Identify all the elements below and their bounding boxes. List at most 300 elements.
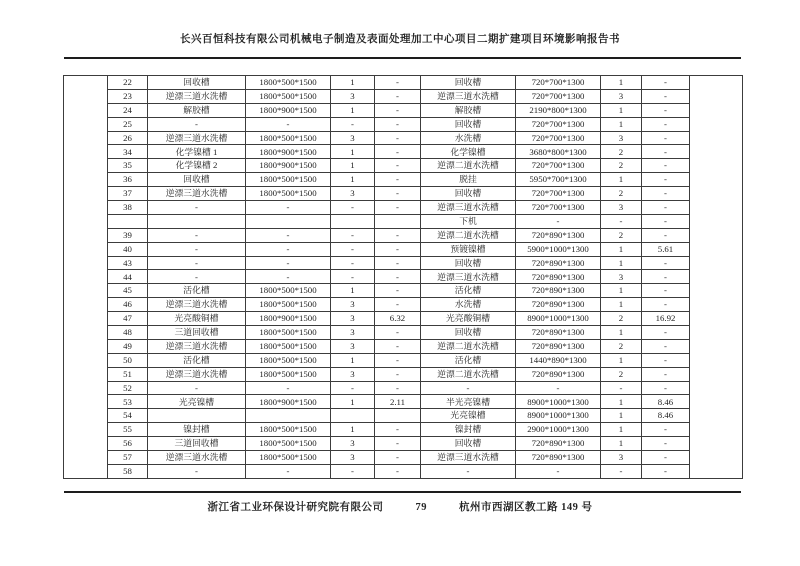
table-cell: 2900*1000*1300 bbox=[516, 423, 601, 437]
table-cell: 1800*500*1500 bbox=[246, 284, 331, 298]
table-cell: 回收槽 bbox=[421, 117, 516, 131]
table-cell: - bbox=[642, 228, 690, 242]
table-cell: 1 bbox=[601, 409, 642, 423]
table-cell: 回收槽 bbox=[421, 76, 516, 90]
table-cell: 1800*500*1500 bbox=[246, 76, 331, 90]
table-cell: - bbox=[331, 464, 375, 478]
table-cell: 1800*500*1500 bbox=[246, 89, 331, 103]
table-cell: 38 bbox=[108, 201, 148, 215]
table-cell: - bbox=[148, 228, 246, 242]
table-cell: 26 bbox=[108, 131, 148, 145]
table-cell: - bbox=[246, 228, 331, 242]
table-cell: - bbox=[331, 117, 375, 131]
table-row bbox=[64, 228, 743, 242]
table-cell: 1 bbox=[601, 117, 642, 131]
table-cell: 逆漂三道水洗槽 bbox=[148, 298, 246, 312]
table-cell: 逆漂三道水洗槽 bbox=[148, 131, 246, 145]
table-row bbox=[64, 326, 743, 340]
page-footer bbox=[0, 499, 800, 514]
table-cell: 720*700*1300 bbox=[516, 201, 601, 215]
table-cell: 1 bbox=[601, 256, 642, 270]
table-row bbox=[64, 381, 743, 395]
table-row bbox=[64, 464, 743, 478]
table-cell: 54 bbox=[108, 409, 148, 423]
table-cell: 逆漂三道水洗槽 bbox=[148, 451, 246, 465]
table-cell: 53 bbox=[108, 395, 148, 409]
table-cell: - bbox=[375, 326, 421, 340]
table-cell: - bbox=[642, 145, 690, 159]
table-cell: 1 bbox=[331, 103, 375, 117]
table-cell: 8.46 bbox=[642, 395, 690, 409]
table-row bbox=[64, 409, 743, 423]
table-cell: 水洗槽 bbox=[421, 131, 516, 145]
table-row bbox=[64, 159, 743, 173]
table-row bbox=[64, 76, 743, 90]
table-cell: 720*700*1300 bbox=[516, 131, 601, 145]
table-cell: 活化槽 bbox=[148, 284, 246, 298]
table-cell: - bbox=[331, 201, 375, 215]
table-cell: - bbox=[246, 242, 331, 256]
table-cell: 1 bbox=[601, 242, 642, 256]
table-cell: 3 bbox=[331, 326, 375, 340]
table-cell: - bbox=[642, 173, 690, 187]
table-row bbox=[64, 339, 743, 353]
table-cell: 1800*900*1500 bbox=[246, 395, 331, 409]
table-cell: 逆漂三道水洗槽 bbox=[148, 367, 246, 381]
table-row bbox=[64, 367, 743, 381]
table-cell: 720*700*1300 bbox=[516, 89, 601, 103]
table-cell: - bbox=[642, 437, 690, 451]
table-cell: - bbox=[246, 256, 331, 270]
table-cell: - bbox=[642, 187, 690, 201]
table-cell: 逆漂三道水洗槽 bbox=[421, 451, 516, 465]
table-cell: 1800*500*1500 bbox=[246, 326, 331, 340]
table-cell: 5.61 bbox=[642, 242, 690, 256]
table-cell: 8900*1000*1300 bbox=[516, 312, 601, 326]
table-cell: 5950*700*1300 bbox=[516, 173, 601, 187]
table-cell: 3 bbox=[331, 131, 375, 145]
table-cell: 3 bbox=[331, 298, 375, 312]
table-cell: 1 bbox=[601, 437, 642, 451]
table-cell: 3 bbox=[331, 187, 375, 201]
table-row bbox=[64, 117, 743, 131]
table-cell: - bbox=[375, 145, 421, 159]
table-cell: - bbox=[642, 270, 690, 284]
table-cell: - bbox=[331, 242, 375, 256]
table-cell: 逆漂三道水洗槽 bbox=[148, 187, 246, 201]
table-cell: 57 bbox=[108, 451, 148, 465]
table-cell: 脱挂 bbox=[421, 173, 516, 187]
table-cell: 逆漂三道水洗槽 bbox=[148, 339, 246, 353]
table-cell: 1800*900*1500 bbox=[246, 145, 331, 159]
table-cell: - bbox=[642, 339, 690, 353]
table-cell: 1800*500*1500 bbox=[246, 131, 331, 145]
table-cell: 40 bbox=[108, 242, 148, 256]
right-margin-cell bbox=[690, 76, 743, 479]
table-row bbox=[64, 298, 743, 312]
table-cell: - bbox=[642, 451, 690, 465]
table-cell: - bbox=[375, 89, 421, 103]
table-cell: 2 bbox=[601, 159, 642, 173]
table-cell: - bbox=[375, 367, 421, 381]
table-cell: 1 bbox=[601, 395, 642, 409]
table-cell: - bbox=[642, 353, 690, 367]
table-row bbox=[64, 284, 743, 298]
table-cell: - bbox=[642, 381, 690, 395]
table-cell: - bbox=[642, 201, 690, 215]
table-cell: - bbox=[642, 159, 690, 173]
table-cell: - bbox=[331, 381, 375, 395]
table-cell: 720*890*1300 bbox=[516, 339, 601, 353]
table-cell: 39 bbox=[108, 228, 148, 242]
table-cell: 3 bbox=[601, 270, 642, 284]
table-cell: - bbox=[642, 326, 690, 340]
table-cell: - bbox=[375, 159, 421, 173]
table-cell: 2 bbox=[601, 145, 642, 159]
table-cell: 回收槽 bbox=[421, 187, 516, 201]
table-cell: 1 bbox=[331, 395, 375, 409]
table-cell: - bbox=[375, 381, 421, 395]
table-cell: 3 bbox=[331, 312, 375, 326]
table-cell: 8900*1000*1300 bbox=[516, 409, 601, 423]
table-cell: - bbox=[375, 464, 421, 478]
table-cell: - bbox=[375, 437, 421, 451]
table-cell: 56 bbox=[108, 437, 148, 451]
table-cell: - bbox=[246, 117, 331, 131]
header-rule bbox=[64, 57, 741, 59]
table-row bbox=[64, 437, 743, 451]
table-cell: 回收槽 bbox=[421, 437, 516, 451]
table-cell: 1 bbox=[331, 423, 375, 437]
footer-address: 杭州市西湖区教工路 149 号 bbox=[459, 502, 593, 513]
table-cell: 1800*500*1500 bbox=[246, 298, 331, 312]
table-cell: 1 bbox=[331, 353, 375, 367]
table-cell bbox=[331, 409, 375, 423]
table-cell: - bbox=[375, 173, 421, 187]
table-cell: 47 bbox=[108, 312, 148, 326]
table-cell bbox=[375, 409, 421, 423]
table-row bbox=[64, 103, 743, 117]
table-cell: 镍封槽 bbox=[421, 423, 516, 437]
table-cell: 1800*500*1500 bbox=[246, 451, 331, 465]
table-cell: 回收槽 bbox=[421, 326, 516, 340]
table-cell: 1800*500*1500 bbox=[246, 339, 331, 353]
table-cell: 1 bbox=[601, 284, 642, 298]
table-cell: 1800*500*1500 bbox=[246, 367, 331, 381]
table-row bbox=[64, 89, 743, 103]
table-cell: - bbox=[246, 201, 331, 215]
table-cell: 逆漂二道水洗槽 bbox=[421, 159, 516, 173]
table-cell: - bbox=[375, 451, 421, 465]
table-cell: 720*700*1300 bbox=[516, 76, 601, 90]
table-cell: 720*890*1300 bbox=[516, 298, 601, 312]
table-row bbox=[64, 256, 743, 270]
table-cell: 58 bbox=[108, 464, 148, 478]
table-cell: - bbox=[375, 131, 421, 145]
table-cell: 1440*890*1300 bbox=[516, 353, 601, 367]
table-cell: - bbox=[246, 270, 331, 284]
table-cell bbox=[375, 214, 421, 228]
table-cell: 3 bbox=[331, 89, 375, 103]
table-cell: 49 bbox=[108, 339, 148, 353]
table-cell: 化学镍槽 2 bbox=[148, 159, 246, 173]
table-cell: 3 bbox=[331, 437, 375, 451]
table-cell bbox=[148, 409, 246, 423]
table-cell: 22 bbox=[108, 76, 148, 90]
table-cell: - bbox=[642, 214, 690, 228]
table-cell: - bbox=[148, 201, 246, 215]
table-cell: 活化槽 bbox=[148, 353, 246, 367]
table-cell: - bbox=[375, 76, 421, 90]
table-cell: 逆漂三道水洗槽 bbox=[421, 89, 516, 103]
table-cell: 55 bbox=[108, 423, 148, 437]
table-cell: 光亮酸铜槽 bbox=[421, 312, 516, 326]
table-cell: - bbox=[375, 270, 421, 284]
table-cell: 逆漂三道水洗槽 bbox=[148, 89, 246, 103]
table-cell: - bbox=[375, 201, 421, 215]
table-cell: - bbox=[375, 228, 421, 242]
table-cell: - bbox=[421, 381, 516, 395]
table-cell: 1 bbox=[601, 76, 642, 90]
table-cell: 2 bbox=[601, 187, 642, 201]
table-cell: - bbox=[516, 381, 601, 395]
table-cell: - bbox=[148, 242, 246, 256]
table-cell: 5900*1000*1300 bbox=[516, 242, 601, 256]
table-cell: 720*700*1300 bbox=[516, 117, 601, 131]
table-cell: 1 bbox=[331, 173, 375, 187]
table-cell: 回收槽 bbox=[148, 173, 246, 187]
table-cell: 3680*800*1300 bbox=[516, 145, 601, 159]
table-cell: - bbox=[148, 256, 246, 270]
footer-company: 浙江省工业环保设计研究院有限公司 bbox=[207, 502, 384, 513]
table-cell: - bbox=[331, 256, 375, 270]
table-cell: - bbox=[642, 367, 690, 381]
footer-rule bbox=[64, 491, 741, 493]
table-cell: - bbox=[148, 464, 246, 478]
table-cell: 1800*900*1500 bbox=[246, 103, 331, 117]
table-cell: 3 bbox=[331, 339, 375, 353]
table-cell: 45 bbox=[108, 284, 148, 298]
table-cell: 1 bbox=[601, 326, 642, 340]
equipment-table bbox=[63, 75, 743, 479]
table-cell: - bbox=[246, 464, 331, 478]
table-cell: 2 bbox=[601, 228, 642, 242]
table-cell: 720*890*1300 bbox=[516, 451, 601, 465]
table-cell: 24 bbox=[108, 103, 148, 117]
table-cell: 48 bbox=[108, 326, 148, 340]
table-cell: 16.92 bbox=[642, 312, 690, 326]
table-cell: 1800*500*1500 bbox=[246, 437, 331, 451]
table-cell: - bbox=[375, 298, 421, 312]
left-margin-cell bbox=[64, 76, 108, 479]
table-cell: 1800*500*1500 bbox=[246, 187, 331, 201]
table-cell bbox=[246, 409, 331, 423]
table-row bbox=[64, 173, 743, 187]
table-cell: 水洗槽 bbox=[421, 298, 516, 312]
table-cell: 43 bbox=[108, 256, 148, 270]
table-cell: - bbox=[148, 270, 246, 284]
table-cell: 720*890*1300 bbox=[516, 256, 601, 270]
table-cell: - bbox=[601, 464, 642, 478]
table-cell: 下机 bbox=[421, 214, 516, 228]
table-cell: 1 bbox=[601, 353, 642, 367]
table-cell: - bbox=[516, 464, 601, 478]
table-cell: 51 bbox=[108, 367, 148, 381]
table-cell: 1800*900*1500 bbox=[246, 159, 331, 173]
table-cell bbox=[331, 214, 375, 228]
table-cell: 23 bbox=[108, 89, 148, 103]
table-cell: 3 bbox=[601, 131, 642, 145]
table-cell: 逆漂二道水洗槽 bbox=[421, 339, 516, 353]
footer-page-number: 79 bbox=[415, 502, 427, 513]
table-cell: 化学镍槽 1 bbox=[148, 145, 246, 159]
table-cell: 2 bbox=[601, 367, 642, 381]
table-cell: 720*700*1300 bbox=[516, 187, 601, 201]
table-cell: - bbox=[331, 270, 375, 284]
table-row bbox=[64, 242, 743, 256]
table-cell: - bbox=[642, 256, 690, 270]
table-cell: - bbox=[375, 117, 421, 131]
table-cell: - bbox=[148, 117, 246, 131]
table-cell: 化学镍槽 bbox=[421, 145, 516, 159]
table-cell: 活化槽 bbox=[421, 284, 516, 298]
table-cell: 720*890*1300 bbox=[516, 228, 601, 242]
table-cell: 1 bbox=[331, 159, 375, 173]
table-cell bbox=[246, 214, 331, 228]
table-cell: 1 bbox=[331, 284, 375, 298]
table-cell: 720*890*1300 bbox=[516, 284, 601, 298]
table-cell: 3 bbox=[601, 201, 642, 215]
table-cell: 1 bbox=[331, 145, 375, 159]
table-cell: 光亮镍槽 bbox=[148, 395, 246, 409]
table-cell: 解胶槽 bbox=[148, 103, 246, 117]
table-cell: - bbox=[331, 228, 375, 242]
table-cell: - bbox=[375, 187, 421, 201]
table-cell: - bbox=[246, 381, 331, 395]
table-cell: 44 bbox=[108, 270, 148, 284]
table-cell: 三道回收槽 bbox=[148, 326, 246, 340]
table-cell: 720*890*1300 bbox=[516, 326, 601, 340]
table-row bbox=[64, 353, 743, 367]
table-cell: 46 bbox=[108, 298, 148, 312]
table-cell: - bbox=[642, 131, 690, 145]
table-row bbox=[64, 201, 743, 215]
table-cell: 720*700*1300 bbox=[516, 159, 601, 173]
table-cell: 6.32 bbox=[375, 312, 421, 326]
table-cell: 解胶槽 bbox=[421, 103, 516, 117]
table-cell: - bbox=[642, 464, 690, 478]
table-cell: - bbox=[375, 353, 421, 367]
table-cell: 活化槽 bbox=[421, 353, 516, 367]
table-cell: 1800*500*1500 bbox=[246, 423, 331, 437]
table-cell: 35 bbox=[108, 159, 148, 173]
table-cell: 34 bbox=[108, 145, 148, 159]
table-cell: 2.11 bbox=[375, 395, 421, 409]
table-cell: - bbox=[375, 103, 421, 117]
table-cell: 720*890*1300 bbox=[516, 270, 601, 284]
table-cell: - bbox=[642, 117, 690, 131]
table-cell: 3 bbox=[331, 451, 375, 465]
table-cell: 回收槽 bbox=[421, 256, 516, 270]
table-cell: 1 bbox=[601, 103, 642, 117]
table-row bbox=[64, 131, 743, 145]
table-cell: 逆漂二道水洗槽 bbox=[421, 228, 516, 242]
table-cell: - bbox=[601, 381, 642, 395]
table-cell: 720*890*1300 bbox=[516, 367, 601, 381]
table-cell: 半光亮镍槽 bbox=[421, 395, 516, 409]
table-cell: - bbox=[375, 242, 421, 256]
table-row bbox=[64, 423, 743, 437]
table-cell: 1800*900*1500 bbox=[246, 312, 331, 326]
table-cell: - bbox=[375, 256, 421, 270]
table-cell: 3 bbox=[601, 89, 642, 103]
table-cell: 52 bbox=[108, 381, 148, 395]
table-cell: 镍封槽 bbox=[148, 423, 246, 437]
table-cell: 1 bbox=[331, 76, 375, 90]
table-cell: 3 bbox=[601, 451, 642, 465]
table-cell bbox=[148, 214, 246, 228]
table-cell: - bbox=[421, 464, 516, 478]
table-cell: - bbox=[375, 339, 421, 353]
table-cell: 720*890*1300 bbox=[516, 437, 601, 451]
table-cell: 光亮镍槽 bbox=[421, 409, 516, 423]
table-cell: - bbox=[642, 76, 690, 90]
table-row bbox=[64, 270, 743, 284]
table-cell: - bbox=[642, 284, 690, 298]
table-cell: - bbox=[148, 381, 246, 395]
table-cell: - bbox=[601, 214, 642, 228]
equipment-table-body bbox=[64, 76, 743, 479]
table-cell: - bbox=[516, 214, 601, 228]
table-row bbox=[64, 312, 743, 326]
table-cell: 37 bbox=[108, 187, 148, 201]
table-cell: 1800*500*1500 bbox=[246, 173, 331, 187]
table-row bbox=[64, 395, 743, 409]
table-cell: 8.46 bbox=[642, 409, 690, 423]
table-cell: 三道回收槽 bbox=[148, 437, 246, 451]
page-title: 长兴百恒科技有限公司机械电子制造及表面处理加工中心项目二期扩建项目环境影响报告书 bbox=[180, 34, 620, 45]
table-cell: - bbox=[642, 89, 690, 103]
table-cell: 3 bbox=[331, 367, 375, 381]
table-cell: 50 bbox=[108, 353, 148, 367]
table-cell: - bbox=[642, 423, 690, 437]
table-cell: 2 bbox=[601, 312, 642, 326]
table-cell: - bbox=[642, 298, 690, 312]
table-cell: 预镀镍槽 bbox=[421, 242, 516, 256]
table-cell bbox=[108, 214, 148, 228]
table-cell: 1 bbox=[601, 423, 642, 437]
table-cell: 逆漂三道水洗槽 bbox=[421, 201, 516, 215]
table-row bbox=[64, 214, 743, 228]
table-cell: 逆漂二道水洗槽 bbox=[421, 367, 516, 381]
table-cell: 36 bbox=[108, 173, 148, 187]
table-cell: 2190*800*1300 bbox=[516, 103, 601, 117]
table-cell: 逆漂三道水洗槽 bbox=[421, 270, 516, 284]
table-row bbox=[64, 451, 743, 465]
table-cell: 光亮酸铜槽 bbox=[148, 312, 246, 326]
table-row bbox=[64, 145, 743, 159]
table-cell: 8900*1000*1300 bbox=[516, 395, 601, 409]
table-cell: - bbox=[375, 423, 421, 437]
table-cell: 2 bbox=[601, 339, 642, 353]
table-cell: 25 bbox=[108, 117, 148, 131]
table-cell: 1800*500*1500 bbox=[246, 353, 331, 367]
table-cell: 回收槽 bbox=[148, 76, 246, 90]
table-cell: - bbox=[375, 284, 421, 298]
table-cell: 1 bbox=[601, 298, 642, 312]
table-row bbox=[64, 187, 743, 201]
table-cell: 1 bbox=[601, 173, 642, 187]
